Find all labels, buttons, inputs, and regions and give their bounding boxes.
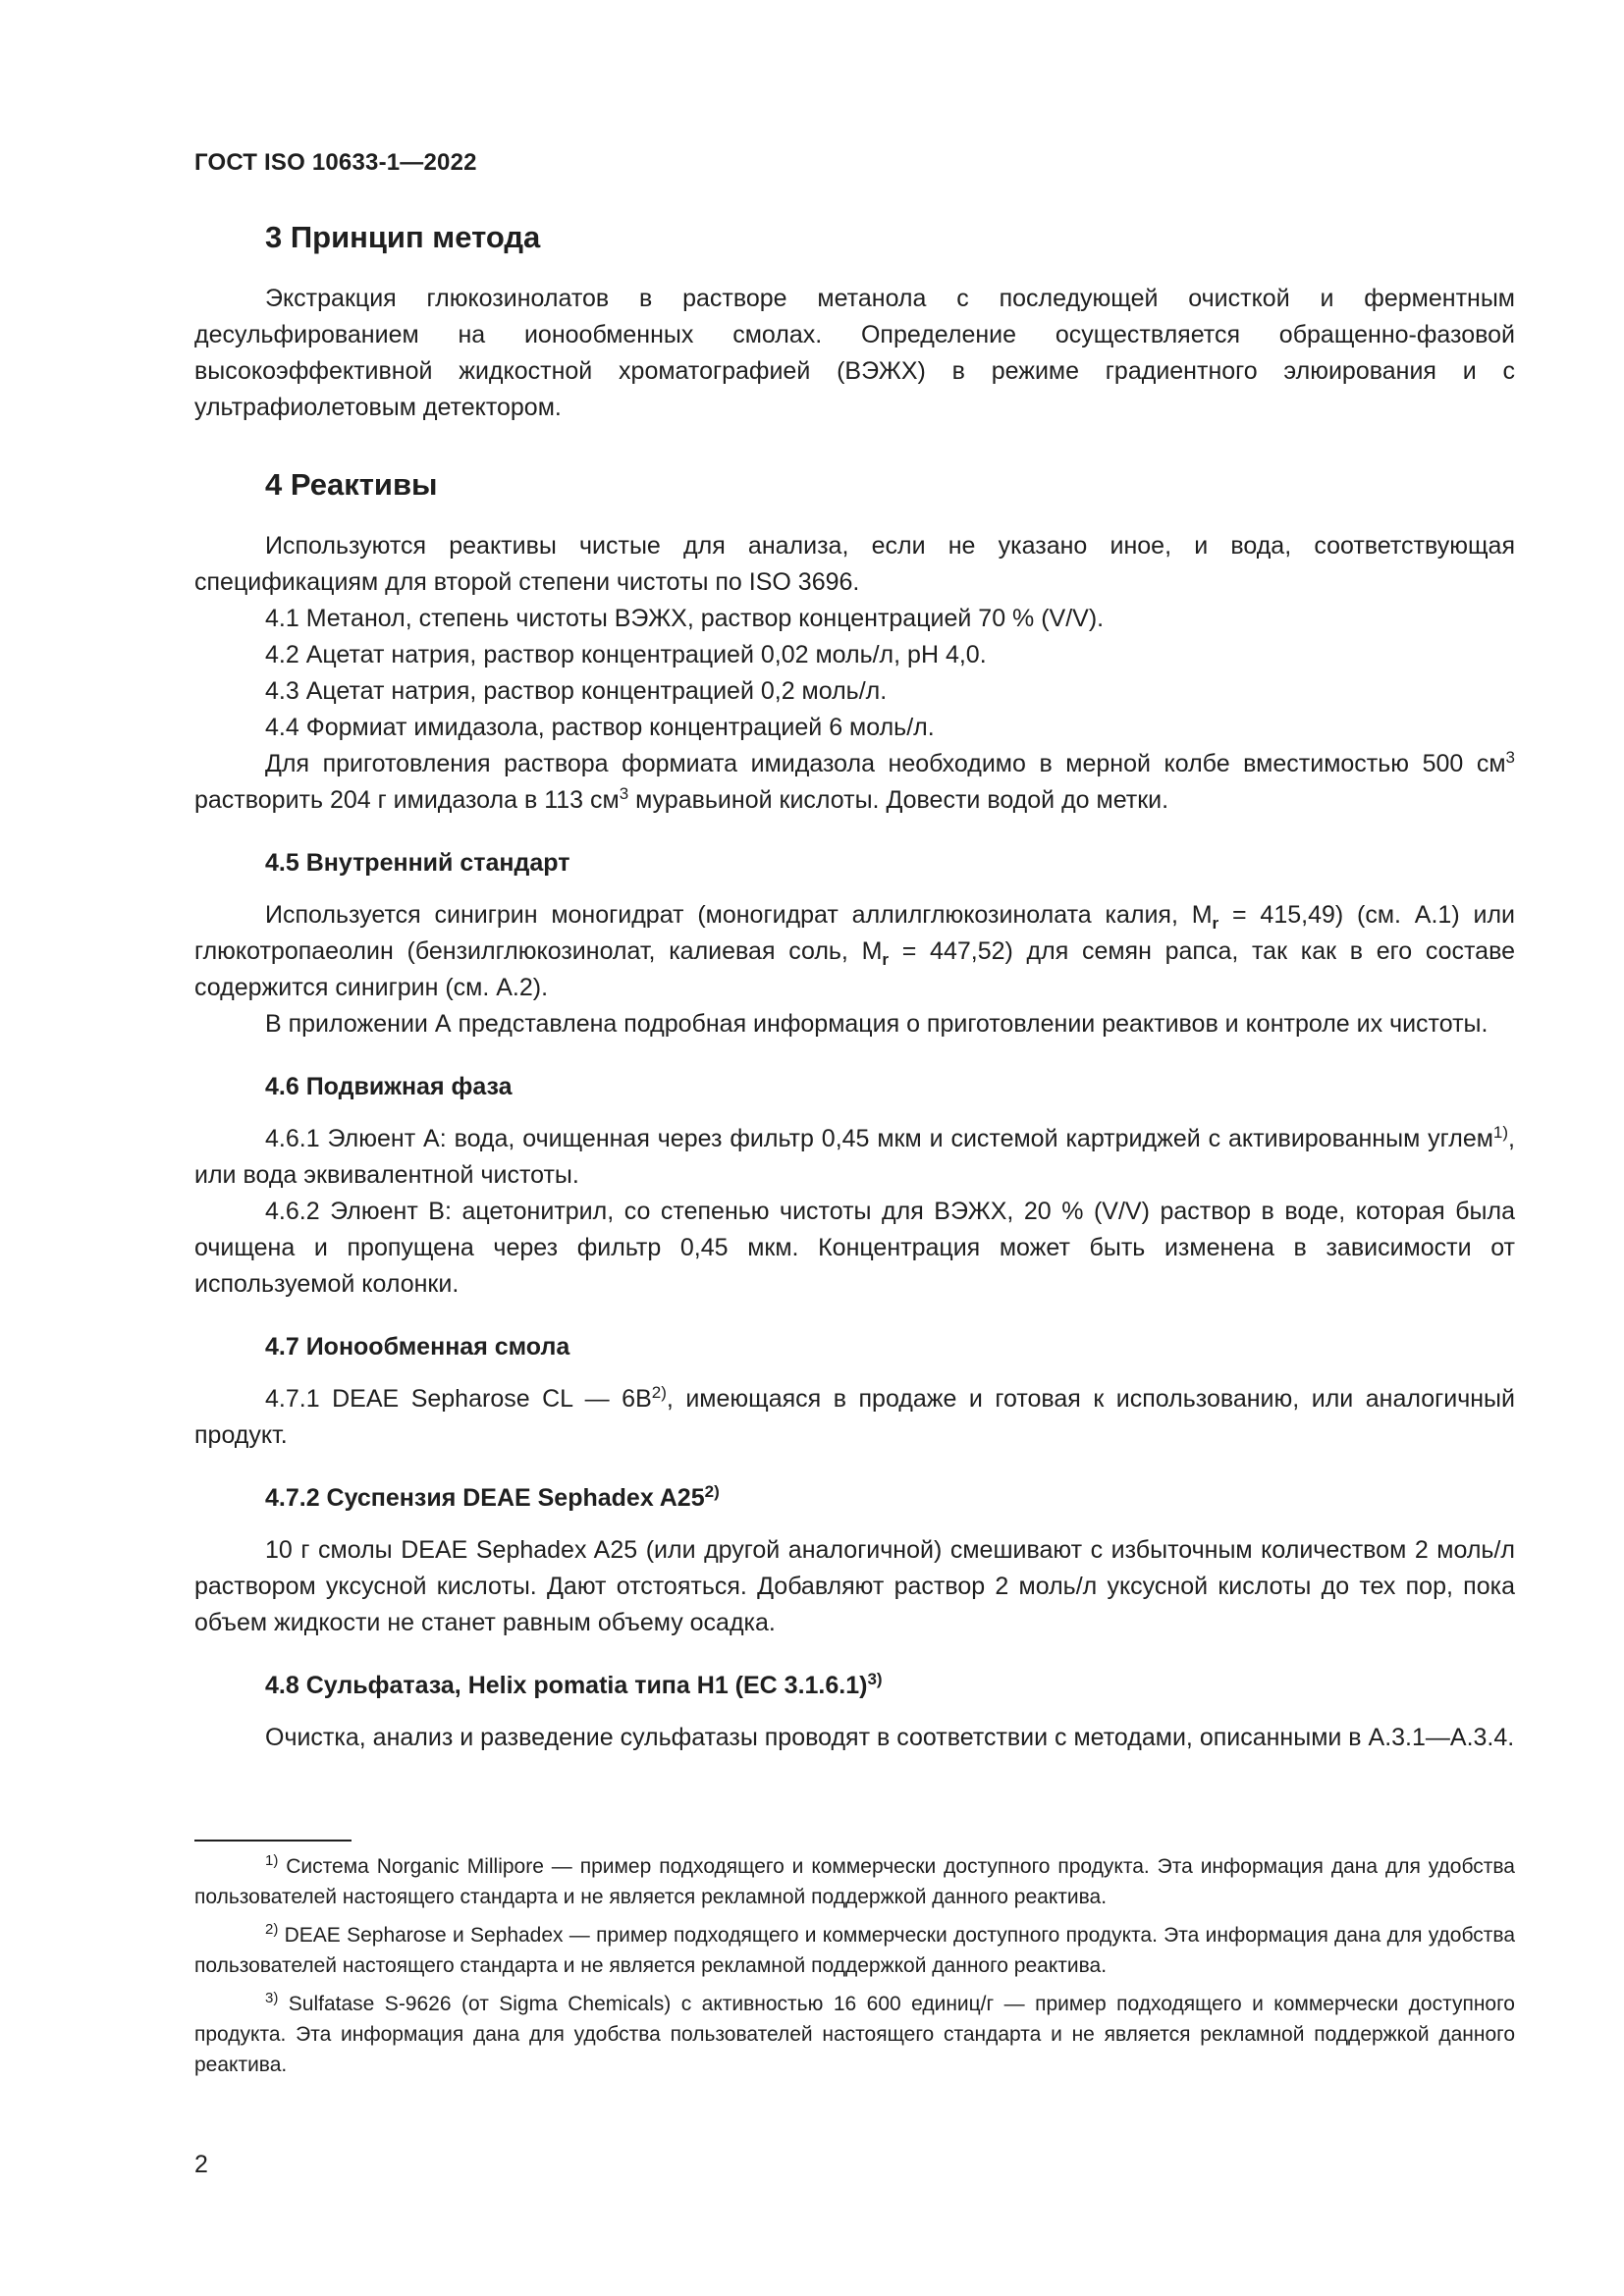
main-content (194, 218, 1515, 1756)
document-code-header: ГОСТ ISO 10633-1—2022 (194, 149, 477, 176)
item-4-4-detail: Для приготовления раствора формиата имидазола необходимо в мерной колбе вместимостью 500 $см^3$ растворить 204 г имидазола в 113 $см^3$ муравьиной кислоты. Довести водой до метки. (194, 748, 1515, 814)
item-4-7-1: 4.7.1 DEAE Sepharose CL — $6B^{2)}$, имеющаяся в продаже и готовая к использованию, или аналогичный продукт. (194, 1383, 1515, 1449)
section-4-6-heading: 4.6 Подвижная фаза (265, 1073, 513, 1100)
footnote-2: $^{2)}$ DEAE Sepharose и Sephadex — пример подходящего и коммерчески доступного продукта. Эта информация дана для удобства пользователей настоящего стандарта и не является рекламной поддержкой данного реактива. (194, 1921, 1515, 1977)
item-4-3: 4.3 Ацетат натрия, раствор концентрацией 0,2 моль/л. (265, 677, 888, 705)
footnote-1: $^{1)}$ Система Norganic Millipore — пример подходящего и коммерчески доступного продукта. Эта информация дана для удобства пользователей настоящего стандарта и не является рекламной поддержкой данного реактива. (194, 1852, 1515, 1908)
section-4-heading: 4 Реактивы (265, 467, 438, 502)
section-4-5-paragraph-2: В приложении А представлена подробная информация о приготовлении реактивов и контроле их чистоты. (265, 1010, 1489, 1038)
footnote-divider (194, 1840, 352, 1842)
item-4-6-2: 4.6.2 Элюент В: ацетонитрил, со степенью чистоты для ВЭЖХ, 20 % (V/V) раствор в воде, которая была очищена и пропущена через фильтр 0,45 мкм. Концентрация может быть изменена в зависимости от используемой колонки. (194, 1198, 1515, 1298)
section-4-8-paragraph: Очистка, анализ и разведение сульфатазы проводят в соответствии с методами, описанными в А.3.1—А.3.4. (265, 1724, 1515, 1751)
section-4-8-heading: 4.8 Сульфатаза, Helix pomatia типа H1 (EC 3.1.6.1)$^{3)}$ (265, 1670, 883, 1699)
footnote-3: $^{3)}$ Sulfatase S-9626 (от Sigma Chemicals) с активностью 16 600 единиц/г — пример подходящего и коммерчески доступного продукта. Эта информация дана для удобства пользователей настоящего стандарта и не является рекламной поддержкой данного реактива. (194, 1990, 1515, 2076)
section-4-7-heading: 4.7 Ионообменная смола (265, 1333, 570, 1361)
section-4-intro: Используются реактивы чистые для анализа, если не указано иное, и вода, соответствующая спецификациям для второй степени чистоты по ISO 3696. (194, 532, 1515, 596)
section-4-7-2-heading: 4.7.2 Суспензия DEAE Sephadex A25$^{2)}$ (265, 1482, 720, 1512)
item-4-6-1: 4.6.1 Элюент А: вода, очищенная через фильтр 0,45 мкм и системой картриджей с активированным углем$^{1)}$, или вода эквивалентной чистоты. (194, 1123, 1515, 1189)
section-3-heading: 3 Принцип метода (265, 220, 541, 254)
section-3-paragraph: Экстракция глюкозинолатов в растворе метанола с последующей очисткой и ферментным десульфированием на ионообменных смолах. Определение осуществляется обращенно-фазовой высокоэффективной жидкостной хроматографией (ВЭЖХ) в режиме градиентного элюирования и с ультрафиолетовым детектором. (194, 285, 1515, 421)
item-4-2: 4.2 Ацетат натрия, раствор концентрацией 0,02 моль/л, pH 4,0. (265, 641, 987, 668)
section-4-5-heading: 4.5 Внутренний стандарт (265, 849, 570, 877)
item-4-4: 4.4 Формиат имидазола, раствор концентрацией 6 моль/л. (265, 714, 935, 741)
section-4-7-2-paragraph: 10 г смолы DEAE Sephadex A25 (или другой аналогичной) смешивают с избыточным количеством 2 моль/л раствором уксусной кислоты. Дают отстояться. Добавляют раствор 2 моль/л уксусной кислоты до тех пор, пока объем жидкости не станет равным объему осадка. (194, 1536, 1515, 1636)
page-number: 2 (194, 2151, 208, 2178)
footnotes (194, 1840, 1515, 2088)
section-4-5-paragraph-1: Используется синигрин моногидрат (моногидрат аллилглюкозинолата калия, $M_r = 415,49$) (см. А.1) или глюкотропаеолин (бензилглюкозинолат, калиевая соль, $M_r = 447,52$) для семян рапса, так как в его составе содержится синигрин (см. А.2). (194, 901, 1515, 1001)
item-4-1: 4.1 Метанол, степень чистоты ВЭЖХ, раствор концентрацией 70 % (V/V). (265, 605, 1105, 632)
